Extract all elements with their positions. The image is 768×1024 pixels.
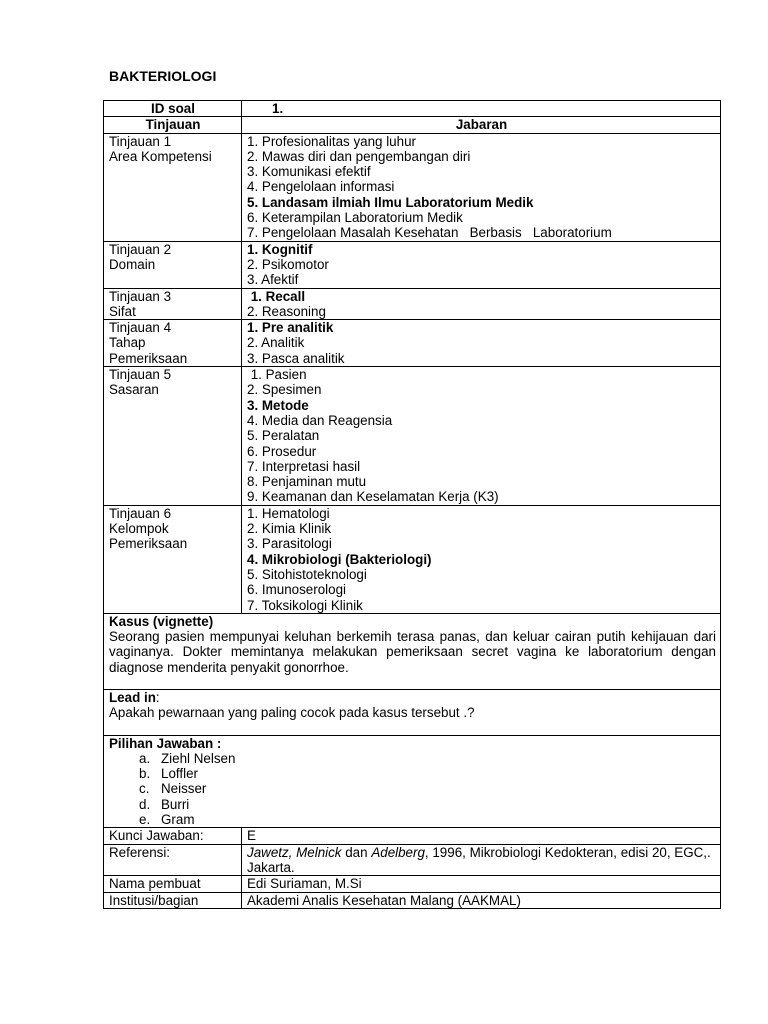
answer-option (139, 766, 716, 782)
review-item: 5. Peralatan (247, 428, 320, 444)
review-item: 9. Keamanan dan Keselamatan Kerja (K3) (247, 489, 499, 505)
kunci-row (104, 828, 721, 844)
review-label: Tinjauan 4 (109, 320, 172, 336)
review-label-cell (104, 288, 242, 320)
review-item: 4. Pengelolaan informasi (247, 179, 395, 195)
review-item: 7. Toksikologi Klinik (247, 597, 363, 613)
answer-option (139, 750, 716, 766)
review-label: Pemeriksaan (109, 350, 188, 366)
option-text: Neisser (161, 781, 207, 797)
option-letter: b. (139, 766, 151, 782)
column-header-jabaran: Jabaran (242, 117, 721, 133)
pembuat-value: Edi Suriaman, M.Si (242, 876, 721, 892)
review-items-cell (242, 133, 721, 241)
answer-option (139, 812, 716, 828)
review-label-cell (104, 133, 242, 241)
review-label-cell (104, 241, 242, 288)
review-rows (104, 133, 721, 613)
review-item: 1. Kognitif (247, 241, 313, 257)
header-row-columns (104, 117, 721, 133)
review-item: 1. Profesionalitas yang luhur (247, 133, 416, 149)
option-letter: c. (139, 781, 150, 797)
id-value: 1. (242, 101, 721, 117)
review-items-cell (242, 505, 721, 613)
choices-heading: Pilihan Jawaban : (109, 735, 222, 751)
review-item: 3. Metode (247, 397, 309, 413)
question-table (103, 100, 721, 909)
kunci-label: Kunci Jawaban: (104, 828, 242, 844)
choices-cell (104, 735, 721, 828)
review-item: 1. Pre analitik (247, 320, 334, 336)
answer-option (139, 781, 716, 797)
ref-authors-1: Jawetz, Melnick (247, 844, 342, 860)
review-item: 4. Media dan Reagensia (247, 412, 393, 428)
option-text: Burri (161, 796, 190, 812)
review-item: 1. Recall (247, 288, 306, 304)
review-label: Tinjauan 1 (109, 133, 172, 149)
review-item: 3. Pasca analitik (247, 350, 345, 366)
review-item: 6. Prosedur (247, 443, 317, 459)
vignette-cell (104, 613, 721, 689)
option-text: Ziehl Nelsen (161, 750, 236, 766)
pembuat-row (104, 876, 721, 892)
vignette-row (104, 613, 721, 689)
review-label-cell (104, 505, 242, 613)
review-label: Kelompok (109, 521, 169, 537)
option-text: Loffler (161, 766, 198, 782)
review-item: 1. Hematologi (247, 505, 330, 521)
column-header-tinjauan: Tinjauan (104, 117, 242, 133)
option-text: Gram (161, 812, 195, 828)
institusi-row (104, 892, 721, 908)
review-item: 2. Spesimen (247, 382, 322, 398)
review-item: 2. Reasoning (247, 303, 326, 319)
review-label: Tinjauan 2 (109, 241, 172, 257)
review-item: 6. Imunoserologi (247, 582, 346, 598)
review-row (104, 133, 721, 241)
review-row (104, 320, 721, 367)
review-item: 3. Parasitologi (247, 536, 332, 552)
answer-option (139, 796, 716, 812)
vignette-text: Seorang pasien mempunyai keluhan berkemih terasa panas, dan keluar cairan putih kehijauan dari vaginanya. Dokter memintanya melakukan pemeriksaan secret vagina ke laboratorium dengan diagnose menderita penyakit gonorrhoe. (109, 629, 716, 675)
review-label: Domain (109, 256, 156, 272)
review-label-cell (104, 320, 242, 367)
review-item: 4. Mikrobiologi (Bakteriologi) (247, 551, 432, 567)
review-items-cell (242, 320, 721, 367)
kunci-value: E (242, 828, 721, 844)
id-label: ID soal (104, 101, 242, 117)
review-item: 2. Analitik (247, 335, 305, 351)
review-label: Tinjauan 3 (109, 288, 172, 304)
review-row (104, 367, 721, 506)
review-label: Tinjauan 6 (109, 505, 172, 521)
review-item: 2. Psikomotor (247, 256, 329, 272)
pembuat-label: Nama pembuat (104, 876, 242, 892)
review-label: Sifat (109, 303, 136, 319)
header-row-id (104, 101, 721, 117)
choices-row (104, 735, 721, 828)
lead-in-heading: Lead in (109, 689, 156, 705)
review-item: 1. Pasien (247, 367, 307, 383)
review-items-cell (242, 288, 721, 320)
review-items-cell (242, 241, 721, 288)
review-label: Area Kompetensi (109, 148, 212, 164)
referensi-row (104, 844, 721, 876)
referensi-value (242, 844, 721, 876)
review-item: 3. Komunikasi efektif (247, 164, 371, 180)
review-row (104, 288, 721, 320)
review-row (104, 505, 721, 613)
review-item: 3. Afektif (247, 272, 299, 288)
vignette-heading: Kasus (vignette) (109, 613, 214, 629)
review-label: Sasaran (109, 382, 159, 398)
referensi-label: Referensi: (104, 844, 242, 876)
lead-in-text: Apakah pewarnaan yang paling cocok pada kasus tersebut .? (109, 705, 475, 721)
review-label: Pemeriksaan (109, 536, 188, 552)
lead-in-cell (104, 689, 721, 735)
review-item: 7. Interpretasi hasil (247, 458, 361, 474)
review-item: 2. Mawas diri dan pengembangan diri (247, 148, 471, 164)
ref-authors-2: Adelberg (371, 844, 425, 860)
answer-options (109, 751, 716, 827)
review-label-cell (104, 367, 242, 506)
review-items-cell (242, 367, 721, 506)
review-item: 5. Sitohistoteknologi (247, 566, 367, 582)
review-item: 8. Penjaminan mutu (247, 474, 367, 490)
review-label: Tahap (109, 335, 146, 351)
option-letter: e. (139, 812, 151, 828)
review-item: 6. Keterampilan Laboratorium Medik (247, 210, 463, 226)
review-item: 2. Kimia Klinik (247, 521, 332, 537)
review-label: Tinjauan 5 (109, 367, 172, 383)
ref-and: dan (341, 844, 372, 860)
review-row (104, 241, 721, 288)
institusi-label: Institusi/bagian (104, 892, 242, 908)
lead-in-row (104, 689, 721, 735)
review-item: 7. Pengelolaan Masalah Kesehatan Berbasis Laboratorium (247, 225, 612, 241)
document-title: BAKTERIOLOGI (109, 68, 217, 84)
ref-rest: , 1996, Mikrobiologi Kedokteran, edisi 20, EGC,. Jakarta. (247, 844, 711, 875)
option-letter: d. (139, 796, 151, 812)
option-letter: a. (139, 750, 151, 766)
institusi-value: Akademi Analis Kesehatan Malang (AAKMAL) (242, 892, 721, 908)
lead-in-colon: : (155, 689, 160, 705)
review-item: 5. Landasam ilmiah Ilmu Laboratorium Medik (247, 194, 534, 210)
